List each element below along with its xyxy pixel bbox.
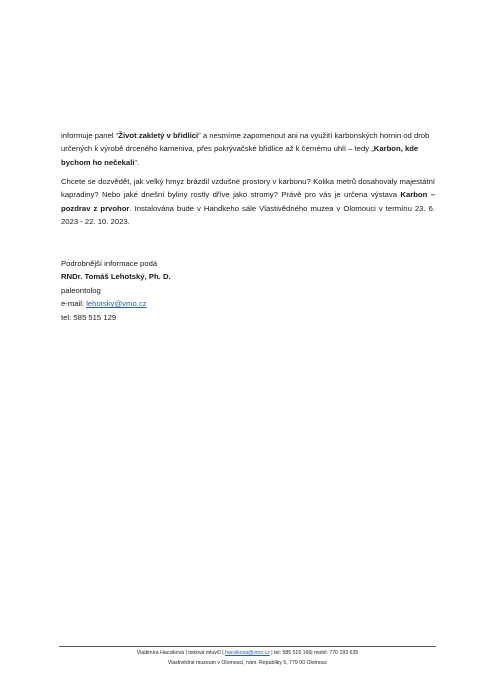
paragraph-text: . Instalována bude v Handkeho sále Vlastivědného muzea v Olomouci v termínu 23. 6. 2023 - 22. 10. 2023.: [61, 203, 435, 227]
footer-address: Vlastivědné muzeum v Olomouci, nám. Republiky 5, 779 00 Olomouc: [167, 660, 328, 666]
paragraph-text: informuje panel “: [61, 131, 119, 140]
contact-email-link[interactable]: lehotsky@vmo.cz: [86, 299, 147, 309]
paragraph-text: “.: [134, 157, 140, 167]
exhibition-title: Karbon – pozdrav z prvohor: [61, 190, 435, 213]
paragraph-text: Chcete se dozvědět, jak velký hmyz brázdil vzdušné prostory v karbonu? Kolika metrů dosahovaly majestátní kapradiny? Nebo jaké dnešní byliny rostly dříve jako stromy? Právě pro vás je určena výstava: [61, 177, 435, 200]
contact-phone: tel: 585 515 129: [61, 312, 117, 322]
paragraph-text: ” a nesmíme zapomenout ani na využití karbonských hornin od drob určených k výrobě drceného kameniva, přes pokrývačské břidlice až k černému uhlí – tedy „: [61, 131, 430, 154]
paragraph-exhibition-panels: [61, 129, 435, 169]
contact-intro: Podrobnější informace podá: [61, 259, 158, 268]
contact-role: paleontolog: [61, 285, 101, 295]
panel-title: Život zakletý v břidlici: [118, 131, 199, 140]
panel-title: Karbon, kde bychom ho nečekali: [61, 144, 419, 167]
footer-contact-line: Vladimíra Hacsiková | tisková mluvčí | hacsikova@vmo.cz | tel: 585 515 166| mobil: 770 193 635: [136, 650, 359, 656]
footer-email-link[interactable]: hacsikova@vmo.cz: [225, 650, 270, 656]
contact-email-line: e-mail: lehotsky@vmo.cz: [61, 299, 147, 309]
footer-divider: [59, 646, 436, 647]
paragraph-exhibition-invite: [61, 175, 435, 229]
contact-block: [61, 257, 171, 324]
contact-name: RNDr. Tomáš Lehotský, Ph. D.: [61, 272, 171, 282]
